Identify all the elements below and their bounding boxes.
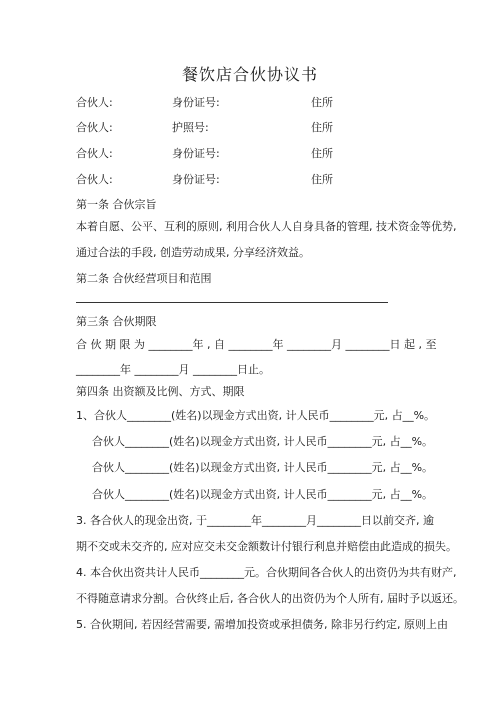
article-3-heading: 第三条 合伙期限 bbox=[76, 315, 157, 328]
contribution-line: 合伙人________(姓名)以现金方式出资, 计人民币________元, 占__%。 bbox=[92, 461, 434, 474]
article-1-text: 本着自愿、公平、互利的原则, 利用合伙人人自身具备的管理, 技术资金等优势, bbox=[76, 220, 457, 233]
article-3-text: 合 伙 期 限 为 ________年 , 自 ________年 ________月 ________日 起 , 至 bbox=[76, 338, 437, 351]
clause-5-text: 5. 合伙期间, 若因经营需要, 需增加投资或承担债务, 除非另行约定, 原则上由 bbox=[76, 618, 448, 631]
contribution-line: 合伙人________(姓名)以现金方式出资, 计人民币________元, 占__%。 bbox=[92, 488, 434, 501]
article-4-heading: 第四条 出资额及比例、方式、期限 bbox=[76, 385, 245, 398]
partner-id-label: 身份证号: bbox=[172, 96, 220, 109]
clause-3-text: 期不交或未交齐的, 应对应交未交金额数计付银行利息并赔偿由此造成的损失。 bbox=[76, 540, 457, 553]
partner-address-label: 住所 bbox=[311, 121, 333, 134]
partner-id-label: 身份证号: bbox=[172, 147, 220, 160]
partner-address-label: 住所 bbox=[311, 173, 333, 186]
article-1-text: 通过合法的手段, 创造劳动成果, 分享经济效益。 bbox=[76, 246, 310, 259]
partner-name-label: 合伙人: bbox=[76, 121, 113, 134]
partner-address-label: 住所 bbox=[311, 147, 333, 160]
partner-address-label: 住所 bbox=[311, 96, 333, 109]
article-1-heading: 第一条 合伙宗旨 bbox=[76, 198, 157, 211]
clause-4-text: 不得随意请求分割。合伙终止后, 各合伙人的出资仍为个人所有, 届时予以返还。 bbox=[76, 592, 464, 605]
partner-name-label: 合伙人: bbox=[76, 147, 113, 160]
clause-3-text: 3. 各合伙人的现金出资, 于________年________月________日以前交齐, 逾 bbox=[76, 514, 434, 527]
partner-name-label: 合伙人: bbox=[76, 96, 113, 109]
article-2-heading: 第二条 合伙经营项目和范围 bbox=[76, 272, 212, 285]
document-title: 餐饮店合伙协议书 bbox=[181, 65, 318, 84]
partner-id-label: 护照号: bbox=[172, 121, 209, 134]
partner-name-label: 合伙人: bbox=[76, 173, 113, 186]
partner-id-label: 身份证号: bbox=[172, 173, 220, 186]
article-3-text: ________年 ________月 ________日止。 bbox=[76, 363, 270, 376]
contribution-line: 合伙人________(姓名)以现金方式出资, 计人民币________元, 占__%。 bbox=[92, 435, 434, 448]
contribution-line: 1、合伙人________(姓名)以现金方式出资, 计人民币________元, 占__%。 bbox=[76, 409, 436, 422]
clause-4-text: 4. 本合伙出资共计人民币________元。合伙期间各合伙人的出资仍为共有财产, bbox=[76, 566, 457, 579]
blank-fill-line bbox=[76, 302, 388, 303]
